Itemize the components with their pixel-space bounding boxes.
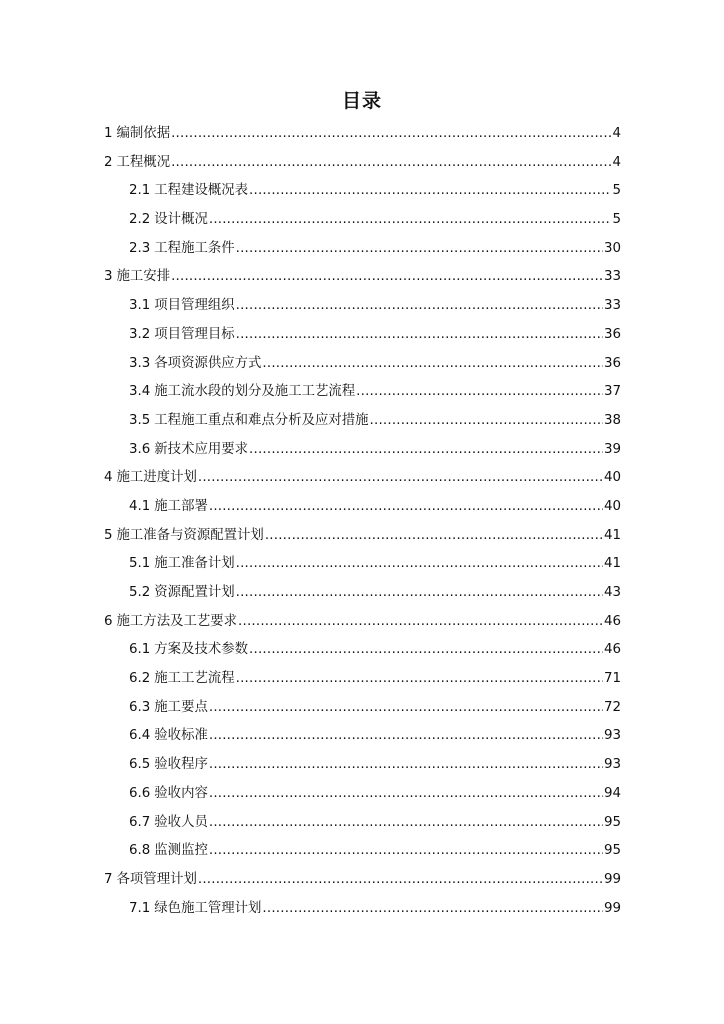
toc-dot-leader xyxy=(265,522,603,551)
toc-title: 目录 xyxy=(341,90,382,112)
toc-entry-label: 施工流水段的划分及施工工艺流程 xyxy=(154,384,356,400)
toc-entry-number: 4.1 xyxy=(129,498,151,514)
toc-entry-page-number: 37 xyxy=(603,384,621,400)
toc-dot-leader xyxy=(262,895,603,924)
toc-entry-page-number: 36 xyxy=(603,355,621,371)
toc-entry-number: 6.8 xyxy=(129,843,151,859)
toc-entry[interactable] xyxy=(104,895,621,924)
toc-entry-label: 验收程序 xyxy=(154,757,208,773)
toc-entry-page-number: 39 xyxy=(603,441,621,457)
toc-entry[interactable] xyxy=(104,292,621,321)
toc-dot-leader xyxy=(209,694,603,723)
toc-entry-label: 验收人员 xyxy=(154,814,208,830)
toc-entry-number: 2.3 xyxy=(129,240,151,256)
toc-entry-number: 1 xyxy=(104,126,113,141)
toc-dot-leader xyxy=(262,350,603,379)
toc-dot-leader xyxy=(209,780,603,809)
toc-entry[interactable] xyxy=(104,579,621,608)
toc-entry-page-number: 46 xyxy=(603,642,621,658)
toc-entry-label: 新技术应用要求 xyxy=(154,441,249,457)
toc-entry-label: 编制依据 xyxy=(116,126,171,141)
toc-entry[interactable] xyxy=(104,263,621,292)
toc-entry[interactable] xyxy=(104,522,621,551)
toc-dot-leader xyxy=(209,493,603,522)
toc-dot-leader xyxy=(209,837,603,866)
toc-entry[interactable] xyxy=(104,780,621,809)
toc-entry[interactable] xyxy=(104,464,621,493)
toc-entry-page-number: 38 xyxy=(603,412,621,428)
toc-dot-leader xyxy=(171,120,611,149)
toc-entry[interactable] xyxy=(104,636,621,665)
toc-dot-leader xyxy=(238,608,603,637)
toc-entry[interactable] xyxy=(104,321,621,350)
toc-entry-page-number: 72 xyxy=(603,699,621,715)
toc-entry[interactable] xyxy=(104,350,621,379)
toc-entry-page-number: 5 xyxy=(612,212,621,228)
toc-entry-number: 3.1 xyxy=(129,298,151,314)
toc-entry-number: 3.6 xyxy=(129,441,151,457)
toc-entry-label: 工程建设概况表 xyxy=(154,183,249,199)
toc-entry[interactable] xyxy=(104,378,621,407)
toc-entry-page-number: 99 xyxy=(603,871,621,887)
toc-dot-leader xyxy=(236,292,603,321)
toc-entry-page-number: 71 xyxy=(603,671,621,687)
toc-entry-page-number: 46 xyxy=(603,613,621,629)
toc-dot-leader xyxy=(356,378,603,407)
toc-entry-number: 2.1 xyxy=(129,183,151,199)
toc-dot-leader xyxy=(236,550,603,579)
toc-entry[interactable] xyxy=(104,665,621,694)
toc-entry-label: 各项资源供应方式 xyxy=(154,355,262,371)
toc-entry-label: 施工部署 xyxy=(154,498,208,514)
toc-dot-leader xyxy=(249,636,603,665)
toc-entry[interactable] xyxy=(104,694,621,723)
toc-entry-number: 6.7 xyxy=(129,814,151,830)
toc-entry-label: 项目管理组织 xyxy=(154,298,235,314)
toc-dot-leader xyxy=(370,407,603,436)
toc-entry-number: 6.5 xyxy=(129,757,151,773)
toc-dot-leader xyxy=(198,464,603,493)
toc-entry-label: 方案及技术参数 xyxy=(154,642,249,658)
toc-entry-number: 6.1 xyxy=(129,642,151,658)
toc-dot-leader xyxy=(171,149,611,178)
toc-entry[interactable] xyxy=(104,407,621,436)
toc-entry-page-number: 4 xyxy=(612,154,621,170)
toc-entry-page-number: 36 xyxy=(603,326,621,342)
toc-entry-label: 验收标准 xyxy=(154,728,208,744)
toc-dot-leader xyxy=(249,436,603,465)
toc-entry-label: 工程概况 xyxy=(116,154,171,170)
toc-entry-number: 3.2 xyxy=(129,326,151,342)
toc-entry-number: 3.5 xyxy=(129,412,151,428)
toc-entry-label: 工程施工条件 xyxy=(154,240,235,256)
toc-entry-label: 项目管理目标 xyxy=(154,326,235,342)
toc-entry-page-number: 94 xyxy=(603,785,621,801)
toc-dot-leader xyxy=(198,866,603,895)
toc-entry-number: 2 xyxy=(104,154,113,170)
toc-entry-page-number: 41 xyxy=(603,556,621,572)
toc-entry-page-number: 4 xyxy=(612,126,621,141)
toc-entry[interactable] xyxy=(104,493,621,522)
toc-entry-page-number: 33 xyxy=(603,298,621,314)
toc-dot-leader xyxy=(171,263,603,292)
toc-entry-number: 6 xyxy=(104,613,113,629)
toc-entry[interactable] xyxy=(104,436,621,465)
toc-entry-page-number: 5 xyxy=(612,183,621,199)
toc-entry[interactable] xyxy=(104,177,621,206)
toc-entry[interactable] xyxy=(104,722,621,751)
toc-entry-label: 工程施工重点和难点分析及应对措施 xyxy=(154,412,369,428)
toc-entry-label: 施工安排 xyxy=(116,269,171,285)
toc-entry-label: 验收内容 xyxy=(154,785,208,801)
toc-dot-leader xyxy=(236,321,603,350)
toc-entry[interactable] xyxy=(104,751,621,780)
toc-dot-leader xyxy=(209,809,603,838)
toc-entry-label: 施工要点 xyxy=(154,699,208,715)
toc-entry-page-number: 95 xyxy=(603,814,621,830)
toc-entry-label: 绿色施工管理计划 xyxy=(154,900,262,916)
toc-entry-page-number: 95 xyxy=(603,843,621,859)
toc-entry-number: 3.4 xyxy=(129,384,151,400)
toc-entry-number: 2.2 xyxy=(129,212,151,228)
toc-dot-leader xyxy=(236,579,603,608)
toc-entry-number: 6.2 xyxy=(129,671,151,687)
toc-entry-number: 7.1 xyxy=(129,900,151,916)
toc-entry[interactable] xyxy=(104,837,621,866)
toc-entry-number: 6.3 xyxy=(129,699,151,715)
toc-entry-page-number: 43 xyxy=(603,585,621,600)
toc-entry-number: 5.2 xyxy=(129,585,151,600)
toc-entry[interactable] xyxy=(104,809,621,838)
toc-entry-page-number: 41 xyxy=(603,527,621,543)
toc-dot-leader xyxy=(236,665,603,694)
toc-entry-page-number: 30 xyxy=(603,240,621,256)
toc-dot-leader xyxy=(209,751,603,780)
toc-entry[interactable] xyxy=(104,149,621,178)
toc-entry-label: 施工准备与资源配置计划 xyxy=(116,527,264,543)
toc-entry-label: 施工工艺流程 xyxy=(154,671,235,687)
toc-entry[interactable] xyxy=(104,206,621,235)
toc-entry[interactable] xyxy=(104,235,621,264)
toc-entry-page-number: 93 xyxy=(603,757,621,773)
toc-dot-leader xyxy=(209,206,612,235)
toc-entry-label: 施工方法及工艺要求 xyxy=(116,613,238,629)
toc-entry-page-number: 33 xyxy=(603,269,621,285)
toc-entry-label: 资源配置计划 xyxy=(154,585,235,600)
toc-entry-label: 各项管理计划 xyxy=(116,871,197,887)
toc-entry-number: 7 xyxy=(104,871,113,887)
toc-entry-page-number: 93 xyxy=(603,728,621,744)
toc-entry-number: 6.4 xyxy=(129,728,151,744)
toc-entry-label: 设计概况 xyxy=(154,212,208,228)
toc-entry-number: 3 xyxy=(104,269,113,285)
toc-entry-label: 监测监控 xyxy=(154,843,208,859)
toc-entry-label: 施工准备计划 xyxy=(154,556,235,572)
toc-dot-leader xyxy=(209,722,603,751)
toc-entry-page-number: 40 xyxy=(603,498,621,514)
toc-entry-number: 4 xyxy=(104,470,113,486)
toc-entry[interactable] xyxy=(104,550,621,579)
toc-entry[interactable] xyxy=(104,120,621,149)
toc-entry[interactable] xyxy=(104,608,621,637)
toc-entry-number: 6.6 xyxy=(129,785,151,801)
toc-entry-label: 施工进度计划 xyxy=(116,470,197,486)
toc-entry-number: 5 xyxy=(104,527,113,543)
toc-entry-number: 3.3 xyxy=(129,355,151,371)
toc-entry-page-number: 40 xyxy=(603,470,621,486)
toc-entry-page-number: 99 xyxy=(603,900,621,916)
toc-dot-leader xyxy=(236,235,603,264)
toc-dot-leader xyxy=(249,177,611,206)
toc-entry[interactable] xyxy=(104,866,621,895)
table-of-contents xyxy=(104,120,621,923)
toc-entry-number: 5.1 xyxy=(129,556,151,572)
